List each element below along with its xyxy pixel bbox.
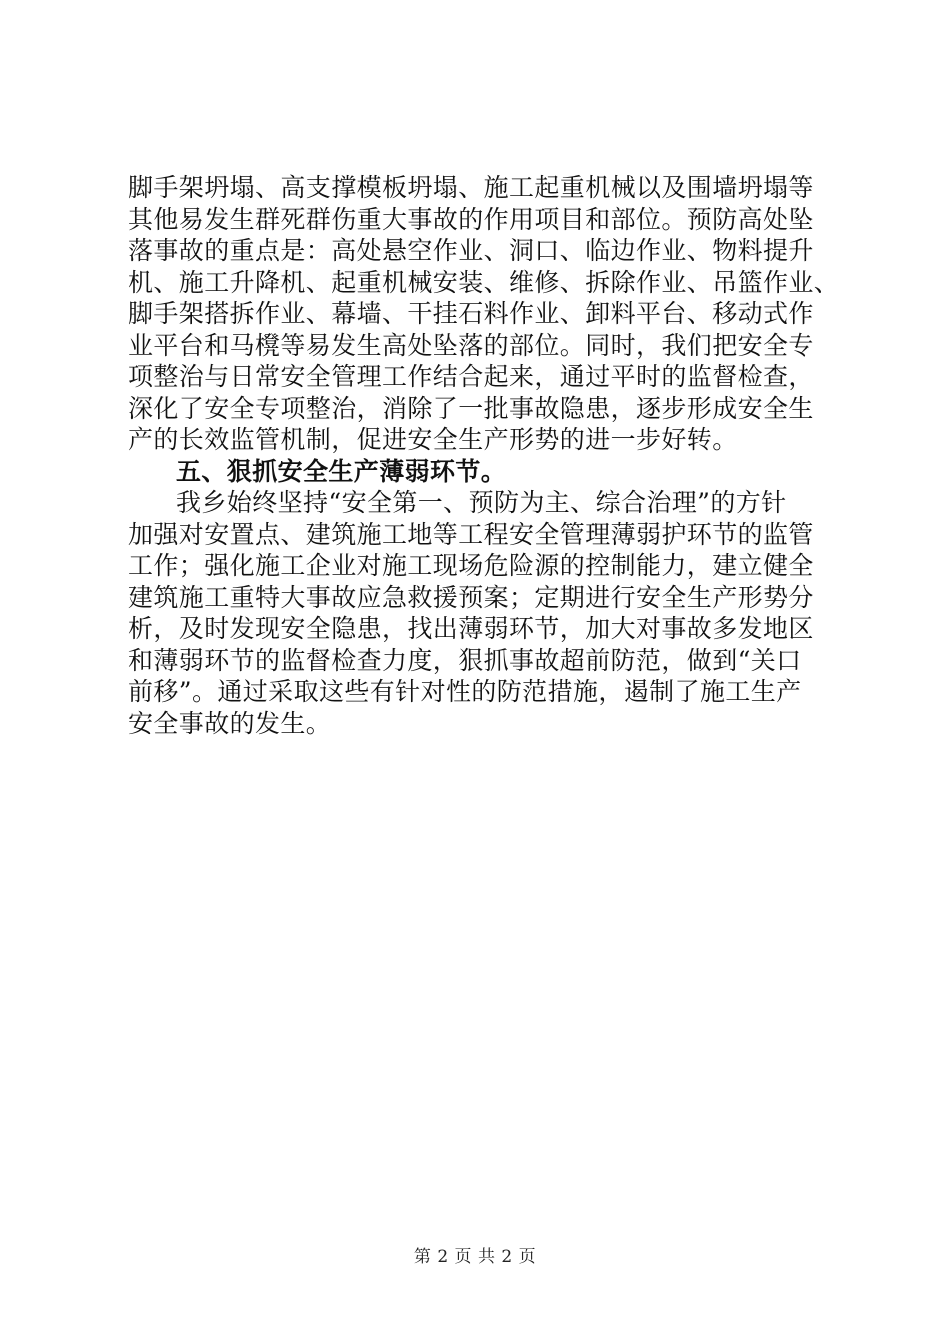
text-line: 脚手架坍塌、高支撑模板坍塌、施工起重机械以及围墙坍塌等: [128, 173, 814, 202]
text-line: 工作；强化施工企业对施工现场危险源的控制能力，建立健全: [128, 551, 814, 580]
paragraph-2: [128, 487, 842, 739]
text-line: 项整治与日常安全管理工作结合起来，通过平时的监督检查，: [128, 362, 814, 391]
text-line: 落事故的重点是：高处悬空作业、洞口、临边作业、物料提升: [128, 236, 814, 265]
text-line: 析，及时发现安全隐患，找出薄弱环节，加大对事故多发地区: [128, 614, 814, 643]
section-heading: 五、狠抓安全生产薄弱环节。: [176, 456, 507, 486]
text-line: 安全事故的发生。: [128, 708, 332, 738]
text-line: 前移”。通过采取这些有针对性的防范措施，遏制了施工生产: [128, 677, 802, 706]
text-line: 建筑施工重特大事故应急救援预案；定期进行安全生产形势分: [128, 582, 814, 612]
page-number-footer: 第 2 页 共 2 页: [413, 1247, 537, 1267]
document-body: [128, 172, 842, 739]
text-line: 其他易发生群死群伤重大事故的作用项目和部位。预防高处坠: [128, 204, 814, 234]
text-line: 和薄弱环节的监督检查力度，狠抓事故超前防范，做到“关口: [128, 645, 802, 675]
text-line: 业平台和马櫈等易发生高处坠落的部位。同时，我们把安全专: [128, 330, 814, 360]
text-line: 脚手架搭拆作业、幕墙、干挂石料作业、卸料平台、移动式作: [128, 299, 814, 328]
text-line: 深化了安全专项整治，消除了一批事故隐患，逐步形成安全生: [128, 393, 814, 423]
paragraph-1: [128, 172, 842, 456]
text-line: 机、施工升降机、起重机械安装、维修、拆除作业、吊篮作业、: [128, 267, 840, 297]
text-line: 产的长效监管机制，促进安全生产形势的进一步好转。: [128, 425, 738, 454]
text-line: 我乡始终坚持“安全第一、预防为主、综合治理”的方针: [176, 488, 787, 517]
text-line: 加强对安置点、建筑施工地等工程安全管理薄弱护环节的监管: [128, 519, 814, 549]
